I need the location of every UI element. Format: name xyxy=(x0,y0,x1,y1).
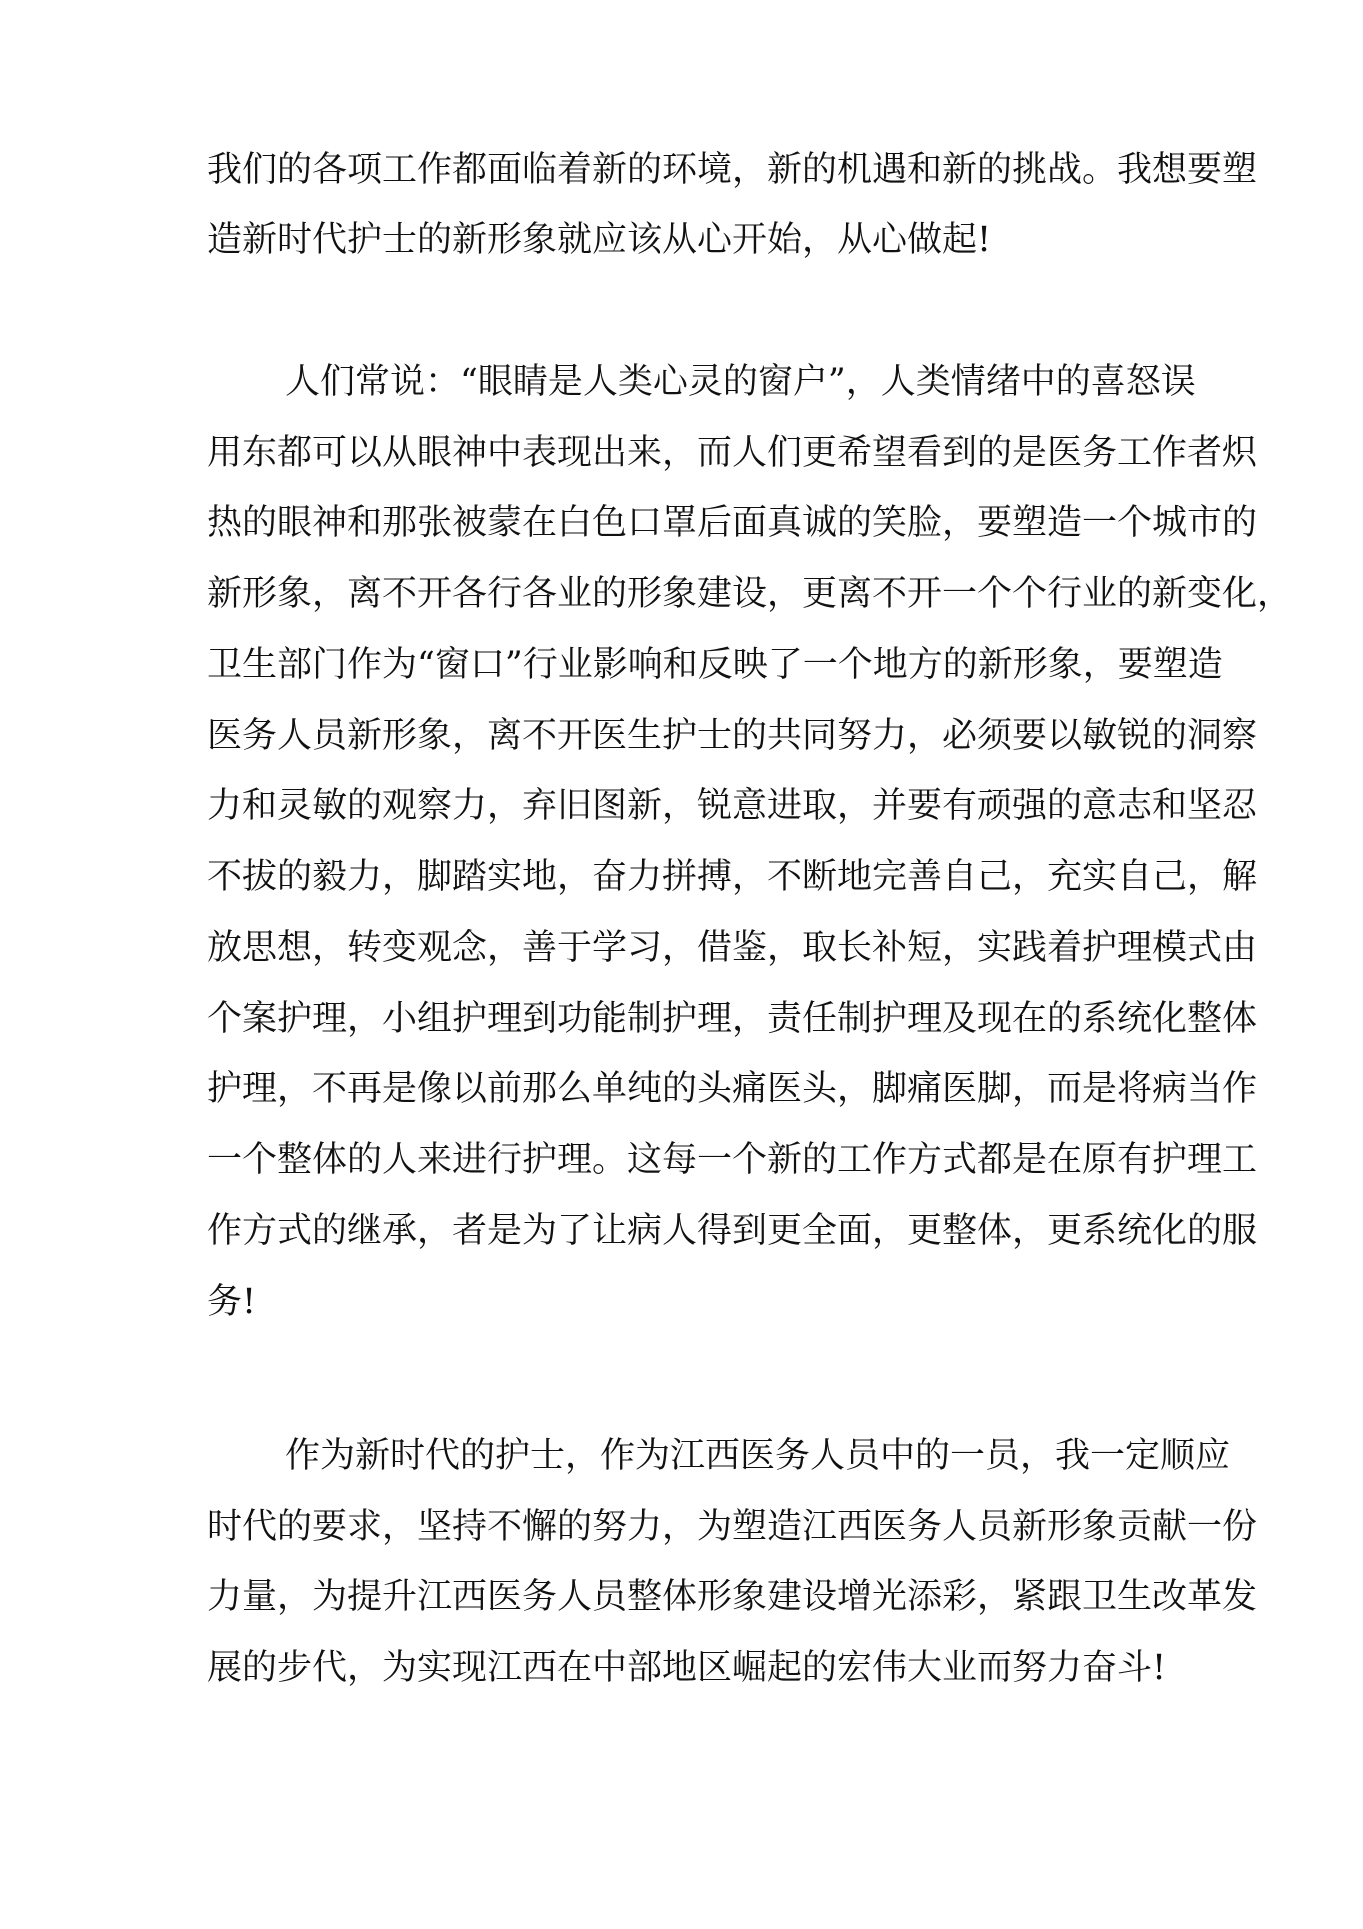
paragraph-2-line-10: 个案护理，小组护理到功能制护理，责任制护理及现在的系统化整体 xyxy=(207,999,1258,1039)
paragraph-3-line-3: 力量，为提升江西医务人员整体形象建设增光添彩，紧跟卫生改革发 xyxy=(207,1577,1258,1617)
paragraph-2-line-7: 力和灵敏的观察力，弃旧图新，锐意进取，并要有顽强的意志和坚忍 xyxy=(207,786,1258,826)
paragraph-2-line-11: 护理，不再是像以前那么单纯的头痛医头，脚痛医脚，而是将病当作 xyxy=(207,1069,1258,1109)
paragraph-3-line-2: 时代的要求，坚持不懈的努力，为塑造江西医务人员新形象贡献一份 xyxy=(207,1507,1258,1547)
paragraph-2-line-1: 人们常说：“眼睛是人类心灵的窗户”，人类情绪中的喜怒误 xyxy=(285,362,1196,402)
paragraph-2-line-2: 用东都可以从眼神中表现出来，而人们更希望看到的是医务工作者炽 xyxy=(207,433,1258,473)
paragraph-3-line-4: 展的步代，为实现江西在中部地区崛起的宏伟大业而努力奋斗! xyxy=(207,1648,1167,1688)
paragraph-2-line-5: 卫生部门作为“窗口”行业影响和反映了一个地方的新形象，要塑造 xyxy=(207,645,1223,685)
paragraph-2-line-8: 不拔的毅力，脚踏实地，奋力拼搏，不断地完善自己，充实自己，解 xyxy=(207,857,1258,897)
paragraph-1-line-1: 我们的各项工作都面临着新的环境，新的机遇和新的挑战。我想要塑 xyxy=(207,150,1258,190)
paragraph-2-line-12: 一个整体的人来进行护理。这每一个新的工作方式都是在原有护理工 xyxy=(207,1140,1258,1180)
paragraph-2-line-6: 医务人员新形象，离不开医生护士的共同努力，必须要以敏锐的洞察 xyxy=(207,716,1258,756)
paragraph-2-line-3: 热的眼神和那张被蒙在白色口罩后面真诚的笑脸，要塑造一个城市的 xyxy=(207,503,1258,543)
paragraph-2-line-14: 务! xyxy=(207,1282,257,1322)
paragraph-2-line-9: 放思想，转变观念，善于学习，借鉴，取长补短，实践着护理模式由 xyxy=(207,928,1258,968)
paragraph-3-line-1: 作为新时代的护士，作为江西医务人员中的一员，我一定顺应 xyxy=(285,1436,1231,1476)
paragraph-1-line-2: 造新时代护士的新形象就应该从心开始，从心做起! xyxy=(207,220,992,260)
paragraph-2-line-13: 作方式的继承，者是为了让病人得到更全面，更整体，更系统化的服 xyxy=(207,1211,1258,1251)
paragraph-2-line-4: 新形象，离不开各行各业的形象建设，更离不开一个个行业的新变化， xyxy=(207,574,1293,614)
